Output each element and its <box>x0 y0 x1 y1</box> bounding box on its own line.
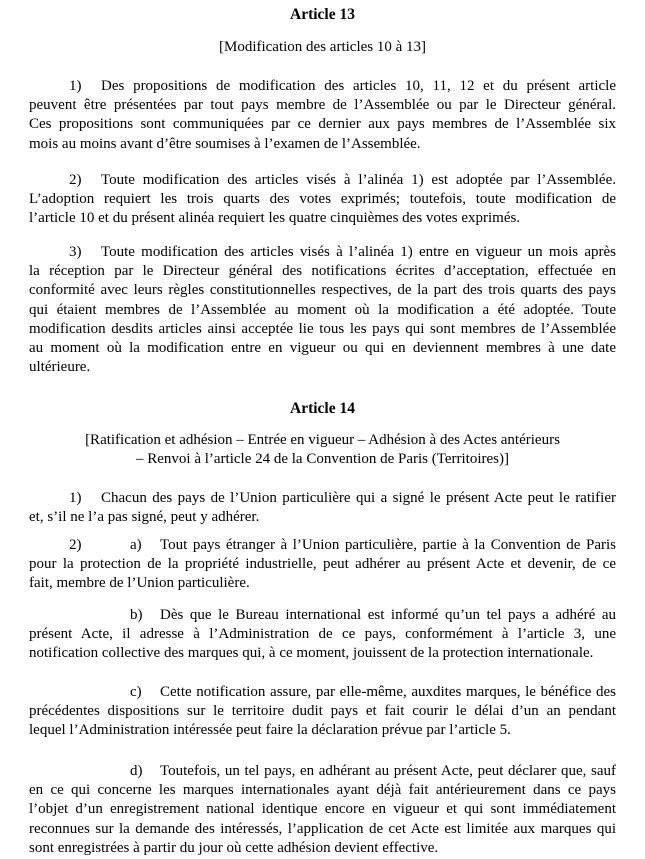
article-14-paragraph-2d <box>29 762 616 858</box>
paragraph-line <box>29 644 616 663</box>
line-text: Toutefois, un tel pays, en adhérant au présent Acte, peut déclarer que, sauf <box>160 763 616 779</box>
line-text: lequel l’Administration intéressée peut faire la déclaration prévue par l’article 5. <box>29 722 511 739</box>
paragraph-line <box>29 820 616 839</box>
paragraph-letter: d) <box>130 763 143 779</box>
article-14-paragraph-2c <box>29 683 616 741</box>
subtitle-line: [Ratification et adhésion – Entrée en vigueur – Adhésion à des Actes antérieurs <box>85 432 560 448</box>
paragraph-number: 2) <box>69 537 82 553</box>
paragraph-letter: a) <box>130 537 142 553</box>
paragraph-line <box>29 781 616 800</box>
article-14-paragraph-2a <box>29 536 616 594</box>
paragraph-line <box>29 625 616 644</box>
line-text: L’adoption requiert les trois quarts des votes exprimés; toutefois, toute modification de <box>29 191 616 208</box>
paragraph-line <box>29 606 616 625</box>
article-13-paragraph-2 <box>29 171 616 229</box>
article-14-paragraph-2b <box>29 606 616 664</box>
paragraph-line <box>29 77 616 96</box>
line-text: peuvent être présentées par tout pays membre de l’Assemblée ou par le Directeur général. <box>29 97 616 114</box>
paragraph-number: 2) <box>69 172 82 188</box>
paragraph-letter: b) <box>130 607 143 623</box>
line-text: Toute modification des articles visés à l’alinéa 1) entre en vigueur un mois après <box>101 244 616 260</box>
paragraph-line <box>29 762 616 781</box>
line-text: en ce qui concerne les marques internationales ayant déjà fait antérieurement dans ce pays <box>29 782 616 799</box>
line-text: Ces propositions sont communiquées par ce dernier aux pays membres de l’Assemblée six <box>29 116 616 133</box>
paragraph-line <box>29 839 616 858</box>
paragraph-line <box>29 243 616 262</box>
paragraph-line <box>29 301 616 320</box>
subtitle-line: – Renvoi à l’article 24 de la Convention de Paris (Territoires)] <box>135 451 509 468</box>
paragraph-line <box>29 800 616 819</box>
paragraph-line <box>29 358 616 377</box>
paragraph-line <box>29 115 616 134</box>
line-text: Dès que le Bureau international est informé qu’un tel pays a adhéré au <box>160 607 616 623</box>
line-text: notification collective des marques qui, à ce moment, jouissent de la protection internationale. <box>29 645 594 662</box>
line-text: l’objet d’un enregistrement national identique encore en vigueur et qui sont immédiatement <box>29 801 616 818</box>
line-text: qui étaient membres de l’Assemblée au moment où la modification a été adoptée. Toute <box>29 301 616 318</box>
paragraph-number: 1) <box>69 490 82 506</box>
paragraph-number: 1) <box>69 78 82 94</box>
subtitle-line: [Modification des articles 10 à 13] <box>218 39 427 55</box>
line-text: reconnues sur la demande des intéressés, l’application de cet Acte est limitée aux marques qui <box>29 820 616 837</box>
paragraph-line <box>29 209 616 228</box>
line-text: mois au moins avant d’être soumises à l’examen de l’Assemblée. <box>29 135 421 152</box>
paragraph-line <box>29 489 616 508</box>
paragraph-number: 3) <box>69 244 82 260</box>
article-13-paragraph-1 <box>29 77 616 154</box>
paragraph-line <box>29 171 616 190</box>
line-text: Tout pays étranger à l’Union particulière, partie à la Convention de Paris <box>160 537 616 553</box>
line-text: présent Acte, il adresse à l’Administration de ce pays, conformément à l’article 3, une <box>29 626 616 643</box>
line-text: ultérieure. <box>29 359 91 376</box>
paragraph-letter: c) <box>130 684 142 700</box>
line-text: et, s’il ne l’a pas signé, peut y adhérer. <box>29 509 260 526</box>
paragraph-line <box>29 339 616 358</box>
line-text: Des propositions de modification des articles 10, 11, 12 et du présent article <box>101 78 616 94</box>
paragraph-line <box>29 96 616 115</box>
article-14-paragraph-1 <box>29 489 616 527</box>
line-text: conformité avec leurs règles constitutionnelles respectives, de la part des trois quarts des pays <box>29 282 616 299</box>
line-text: précédentes dispositions sur le territoire dudit pays et fait courir le délai d’un an pendant <box>29 703 616 720</box>
paragraph-line <box>29 281 616 300</box>
paragraph-line <box>29 320 616 339</box>
line-text: pour la protection de la propriété industrielle, peut adhérer au présent Acte et devenir, de ce <box>29 556 616 573</box>
paragraph-line <box>29 702 616 721</box>
line-text: l’article 10 et du présent alinéa requiert les quatre cinquièmes des votes exprimés. <box>29 210 521 227</box>
article-14-subtitle <box>29 431 616 469</box>
paragraph-line <box>29 555 616 574</box>
paragraph-line <box>29 135 616 154</box>
line-text: Cette notification assure, par elle-même, auxdites marques, le bénéfice des <box>160 684 616 700</box>
paragraph-line <box>29 508 616 527</box>
paragraph-line <box>29 190 616 209</box>
line-text: au moment où la modification entre en vigueur ou qui en deviennent membres à une date <box>29 339 616 356</box>
article-14-title: Article 14 <box>290 400 355 417</box>
paragraph-line <box>29 574 616 593</box>
paragraph-line <box>29 683 616 702</box>
paragraph-line <box>29 536 616 555</box>
paragraph-line <box>29 721 616 740</box>
line-text: Toute modification des articles visés à l’alinéa 1) est adoptée par l’Assemblée. <box>101 172 616 188</box>
line-text: Chacun des pays de l’Union particulière qui a signé le présent Acte peut le ratifier <box>101 490 616 506</box>
article-13-paragraph-3 <box>29 243 616 377</box>
paragraph-line <box>29 262 616 281</box>
line-text: sont enregistrées à partir du jour où cette adhésion devient effective. <box>29 839 439 856</box>
line-text: fait, membre de l’Union particulière. <box>29 575 250 592</box>
line-text: la réception par le Directeur général des notifications écrites d’acceptation, effectuée en <box>29 263 616 280</box>
line-text: modification desdits articles ainsi acceptée lie tous les pays qui sont membres de l’Assemblée <box>29 320 616 337</box>
article-13-title: Article 13 <box>290 6 355 23</box>
article-13-subtitle <box>29 38 616 57</box>
